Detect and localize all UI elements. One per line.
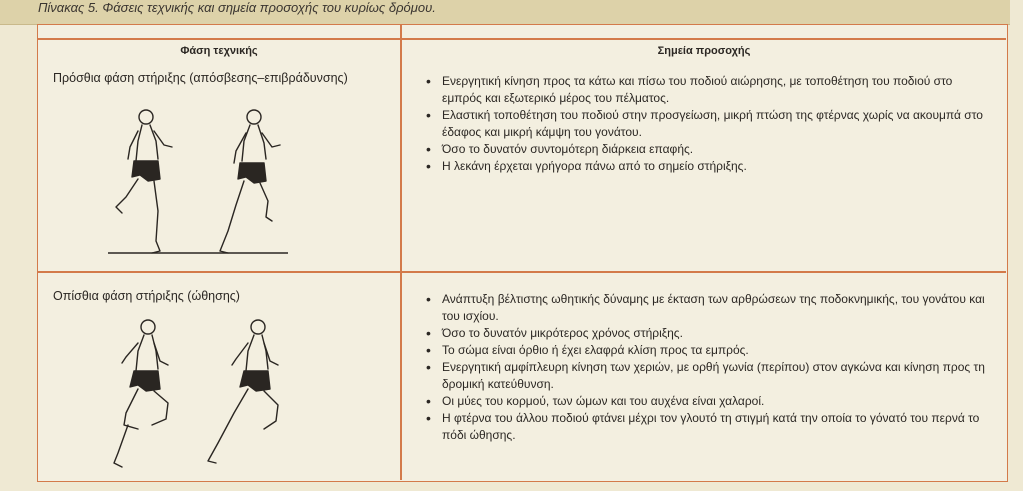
table-caption: Πίνακας 5. Φάσεις τεχνικής και σημεία προσοχής του κυρίως δρόμου. (38, 0, 436, 15)
technique-table (37, 24, 1008, 482)
header-points: Σημεία προσοχής (657, 45, 751, 57)
runner-figures-rear-support-icon (108, 313, 288, 473)
phase-title-front-support: Πρόσθια φάση στήριξης (απόσβεσης–επιβράδυνσης) (53, 71, 348, 85)
runner-figures-front-support-icon (108, 101, 288, 261)
column-divider (400, 25, 402, 480)
header-phase: Φάση τεχνικής (180, 45, 258, 57)
caption-band (0, 0, 1010, 25)
point-item: • Οι μύες του κορμού, των ώμων και του αυχένα είναι χαλαροί. (424, 393, 989, 410)
point-item: • Το σώμα είναι όρθιο ή έχει ελαφρά κλίση προς τα εμπρός. (424, 342, 989, 359)
point-item: • Ενεργητική αμφίπλευρη κίνηση των χεριών, με ορθή γωνία (περίπου) στον αγκώνα και κίνηση προς τη δρομική κατεύθυνση. (424, 359, 989, 393)
point-item: • Όσο το δυνατόν συντομότερη διάρκεια επαφής. (424, 141, 989, 158)
header-top-rule (38, 38, 1006, 40)
point-item: • Ανάπτυξη βέλτιστης ωθητικής δύναμης με έκταση των αρθρώσεων της ποδοκνημικής, του γονάτου και του ισχίου. (424, 291, 989, 325)
point-item: • Η λεκάνη έρχεται γρήγορα πάνω από το σημείο στήριξης. (424, 158, 989, 175)
point-item: • Όσο το δυνατόν μικρότερος χρόνος στήριξης. (424, 325, 989, 342)
point-item: • Ελαστική τοποθέτηση του ποδιού στην προσγείωση, μικρή πτώση της φτέρνας χωρίς να ακουμπά στο έδαφος και μικρή κάμψη του γονάτου. (424, 107, 989, 141)
point-item: • Ενεργητική κίνηση προς τα κάτω και πίσω του ποδιού αιώρησης, με τοποθέτηση του ποδιού στο εμπρός και εξωτερικό μέρος του πέλματος. (424, 73, 989, 107)
points-list-rear-support (424, 291, 989, 444)
row-divider (38, 271, 1006, 273)
points-list-front-support (424, 73, 989, 175)
point-item: • Η φτέρνα του άλλου ποδιού φτάνει μέχρι τον γλουτό τη στιγμή κατά την οποία το γόνατό του περνά το πόδι ώθησης. (424, 410, 989, 444)
phase-title-rear-support: Οπίσθια φάση στήριξης (ώθησης) (53, 289, 240, 303)
